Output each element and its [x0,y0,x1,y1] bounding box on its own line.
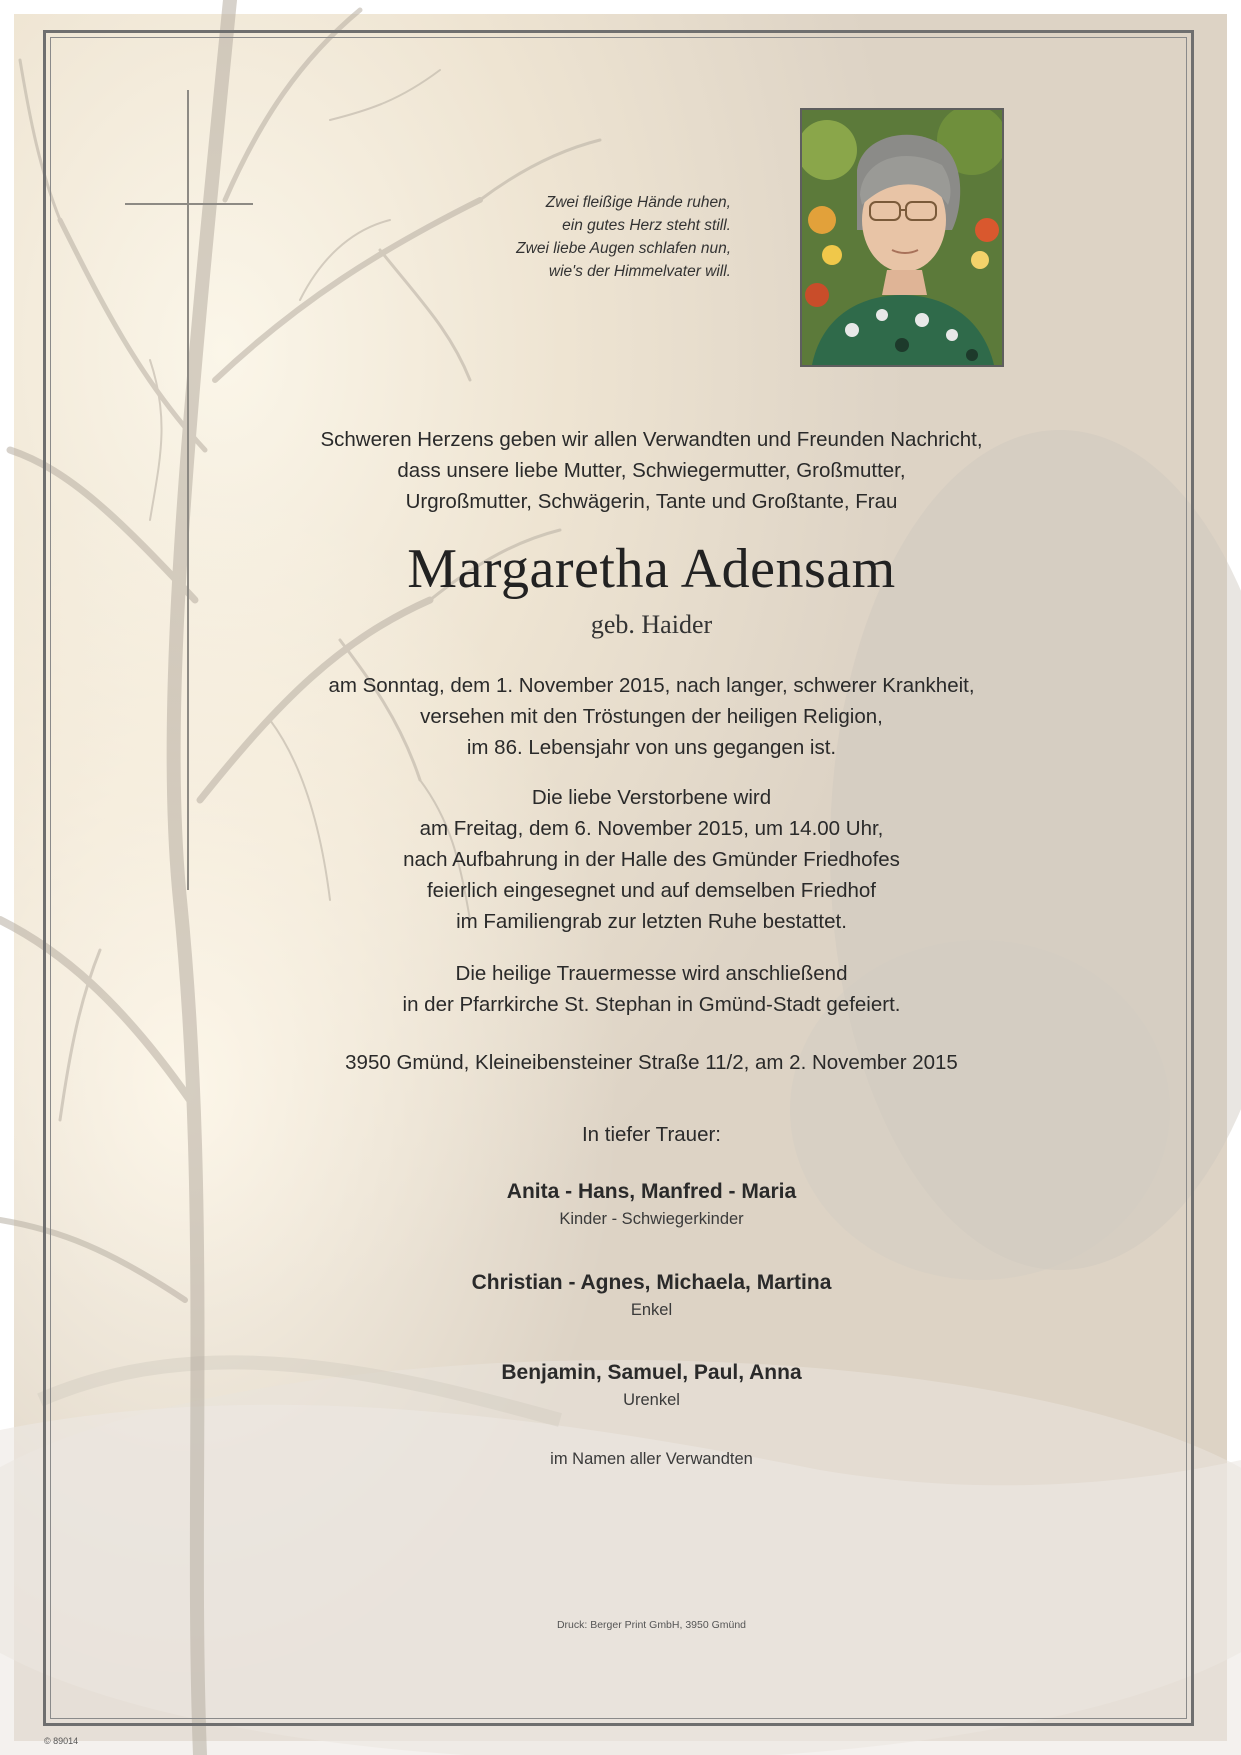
cross-horizontal-bar [125,203,253,205]
memorial-poem [431,191,731,283]
intro-line: dass unsere liebe Mutter, Schwiegermutter, Großmutter, [397,459,906,482]
mourning-heading: In tiefer Trauer: [581,1123,721,1146]
printer-credit: Druck: Berger Print GmbH, 3950 Gmünd [556,1619,747,1631]
requiem-mass [240,958,1063,1020]
place-and-date: 3950 Gmünd, Kleineibensteiner Straße 11/2, am 2. November 2015 [345,1051,958,1074]
family-group [240,1177,1063,1231]
family-names: Anita - Hans, Manfred - Maria [506,1180,797,1203]
mass-line: Die heilige Trauermesse wird anschließend [455,962,848,985]
poem-line: wie's der Himmelvater will. [548,263,731,280]
family-role: Kinder - Schwiegerkinder [559,1210,744,1228]
funeral-line: Die liebe Verstorbene wird [531,786,772,809]
cross-vertical-bar [187,90,189,890]
birth-name: geb. Haider [590,610,713,639]
family-role: Enkel [630,1301,673,1319]
death-line: versehen mit den Tröstungen der heiligen Religion, [420,705,883,728]
intro-line: Urgroßmutter, Schwägerin, Tante und Großtante, Frau [405,490,898,513]
death-notice [240,670,1063,763]
template-code: © 89014 [44,1736,79,1746]
deceased-name: Margaretha Adensam [407,538,896,600]
funeral-line: im Familiengrab zur letzten Ruhe bestattet. [456,910,847,933]
death-line: am Sonntag, dem 1. November 2015, nach langer, schwerer Krankheit, [328,674,975,697]
funeral-details [240,782,1063,937]
death-line: im 86. Lebensjahr von uns gegangen ist. [466,736,837,759]
poem-line: ein gutes Herz steht still. [562,217,731,234]
portrait-photo [800,108,1004,367]
family-names: Benjamin, Samuel, Paul, Anna [501,1361,802,1384]
family-group [240,1268,1063,1322]
funeral-line: nach Aufbahrung in der Halle des Gmünder Friedhofes [403,848,900,871]
family-group [240,1358,1063,1412]
relatives-note: im Namen aller Verwandten [550,1450,753,1468]
funeral-line: feierlich eingesegnet und auf demselben Friedhof [426,879,877,902]
funeral-line: am Freitag, dem 6. November 2015, um 14.00 Uhr, [419,817,884,840]
poem-line: Zwei liebe Augen schlafen nun, [516,240,731,257]
poem-line: Zwei fleißige Hände ruhen, [545,194,731,211]
portrait-image [802,110,1002,365]
mass-line: in der Pfarrkirche St. Stephan in Gmünd-Stadt gefeiert. [402,993,901,1016]
family-role: Urenkel [623,1391,680,1409]
family-names: Christian - Agnes, Michaela, Martina [471,1271,832,1294]
intro-line: Schweren Herzens geben wir allen Verwandten und Freunden Nachricht, [320,428,983,451]
announcement-intro [240,424,1063,517]
